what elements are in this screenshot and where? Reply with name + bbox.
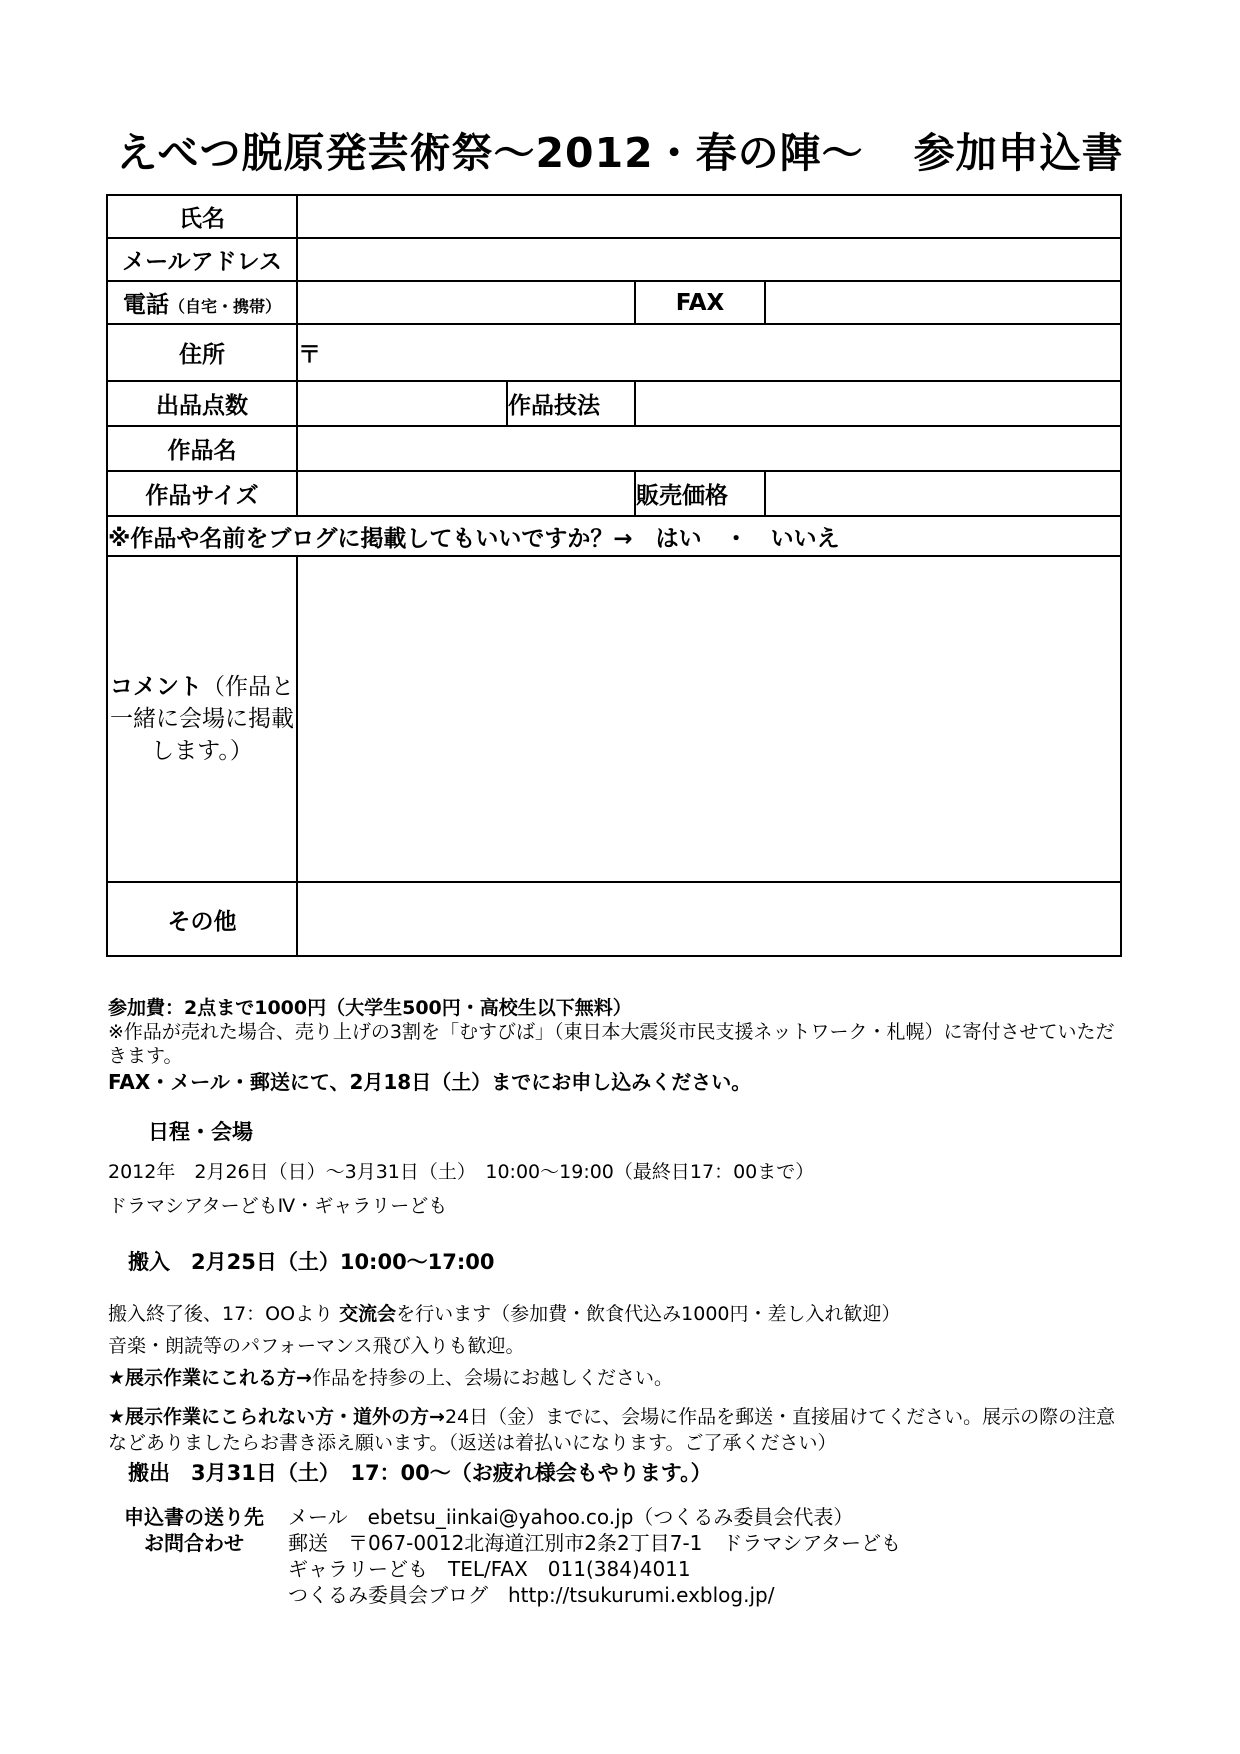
technique-field[interactable] bbox=[635, 381, 1121, 426]
fee-line3: FAX・メール・郵送にて、2月18日（土）までにお申し込みください。 bbox=[108, 1070, 752, 1094]
title-main: えべつ脱原発芸術祭～2012・春の陣～ bbox=[116, 129, 864, 177]
price-label: 販売価格 bbox=[635, 471, 765, 516]
count-label: 出品点数 bbox=[107, 381, 297, 426]
phone-label bbox=[107, 281, 297, 324]
contact-label bbox=[124, 1504, 288, 1608]
title-sub: 参加申込書 bbox=[913, 129, 1124, 177]
phone-field[interactable] bbox=[297, 281, 635, 324]
page-title bbox=[0, 120, 1240, 179]
technique-label: 作品技法 bbox=[507, 381, 635, 426]
name-field[interactable] bbox=[297, 195, 1121, 238]
fee-line2: ※作品が売れた場合、売り上げの3割を「むすびば」（東日本大震災市民支援ネットワーク・札幌）に寄付させていただきます。 bbox=[108, 1021, 1115, 1067]
schedule-heading: 日程・会場 bbox=[148, 1120, 253, 1144]
carry-in-line4-bold: ★展示作業にこられない方・道外の方→ bbox=[108, 1406, 445, 1428]
count-field[interactable] bbox=[297, 381, 507, 426]
schedule-venue: ドラマシアターどもⅣ・ギャラリーども bbox=[108, 1195, 448, 1217]
schedule-dates: 2012年 2月26日（日）～3月31日（土） 10:00～19:00（最終日17：00まで） bbox=[108, 1161, 815, 1183]
carry-in-line1-post: を行います（参加費・飲食代込み1000円・差し入れ歓迎） bbox=[396, 1303, 901, 1325]
carry-in-heading: 搬入 2月25日（土）10:00～17:00 bbox=[128, 1250, 495, 1274]
fee-section bbox=[108, 996, 1122, 1094]
carry-in-line4 bbox=[108, 1404, 1128, 1456]
carry-in-line3 bbox=[108, 1362, 1128, 1394]
carry-in-line1-pre: 搬入終了後、17：OOより bbox=[108, 1303, 334, 1325]
contact-label-line2: お問合わせ bbox=[144, 1531, 244, 1555]
carry-in-line2: 音楽・朗読等のパフォーマンス飛び入りも歓迎。 bbox=[108, 1335, 525, 1357]
size-label: 作品サイズ bbox=[107, 471, 297, 516]
carry-in-line3-bold: ★展示作業にこれる方→ bbox=[108, 1367, 312, 1389]
size-field[interactable] bbox=[297, 471, 635, 516]
contact-details bbox=[288, 1504, 909, 1608]
carry-out-heading: 搬出 3月31日（土） 17：00～（お疲れ様会もやります。） bbox=[128, 1461, 712, 1485]
phone-label-text: 電話 bbox=[122, 292, 169, 318]
comment-field[interactable] bbox=[297, 556, 1121, 882]
fee-line1: 参加費：2点まで1000円（大学生500円・高校生以下無料） bbox=[108, 997, 632, 1019]
comment-label-rest: （作品と一緒に会場に掲載します。） bbox=[110, 674, 294, 764]
application-form bbox=[106, 194, 1122, 957]
fax-field[interactable] bbox=[765, 281, 1121, 324]
address-label: 住所 bbox=[107, 324, 297, 381]
fax-label: FAX bbox=[635, 281, 765, 324]
email-label: メールアドレス bbox=[107, 238, 297, 281]
zip-mark: 〒 bbox=[298, 342, 321, 368]
phone-label-note: （自宅・携帯） bbox=[168, 297, 281, 316]
carry-in-section bbox=[108, 1298, 1128, 1456]
carry-in-line4-rest: 24日（金）までに、会場に作品を郵送・直接届けてください。展示の際の注意などありましたらお書き添え願います。（返送は着払いになります。ご了承ください） bbox=[108, 1406, 1116, 1454]
carry-in-line1-bold: 交流会 bbox=[339, 1303, 397, 1325]
contact-label-line1: 申込書の送り先 bbox=[124, 1505, 264, 1529]
other-field[interactable] bbox=[297, 882, 1121, 956]
email-field[interactable] bbox=[297, 238, 1121, 281]
name-label: 氏名 bbox=[107, 195, 297, 238]
comment-label-bold: コメント bbox=[110, 674, 202, 700]
carry-in-line1 bbox=[108, 1298, 1128, 1330]
price-field[interactable] bbox=[765, 471, 1121, 516]
blog-question: ※作品や名前をブログに掲載してもいいですか？→ はい ・ いいえ bbox=[107, 516, 1121, 556]
address-field[interactable] bbox=[297, 324, 1121, 381]
title-label: 作品名 bbox=[107, 426, 297, 471]
other-label: その他 bbox=[107, 882, 297, 956]
contact-mail: メール ebetsu_iinkai@yahoo.co.jp（つくるみ委員会代表） bbox=[288, 1505, 854, 1529]
contact-blog: つくるみ委員会ブログ http://tsukurumi.exblog.jp/ bbox=[288, 1583, 775, 1607]
title-field[interactable] bbox=[297, 426, 1121, 471]
contact-gallery: ギャラリーども TEL/FAX 011(384)4011 bbox=[288, 1557, 691, 1581]
comment-label bbox=[107, 556, 297, 882]
contact-section bbox=[124, 1504, 909, 1608]
carry-in-line3-rest: 作品を持参の上、会場にお越しください。 bbox=[311, 1367, 673, 1389]
contact-post: 郵送 〒067-0012北海道江別市2条2丁目7-1 ドラマシアターども bbox=[288, 1531, 902, 1555]
